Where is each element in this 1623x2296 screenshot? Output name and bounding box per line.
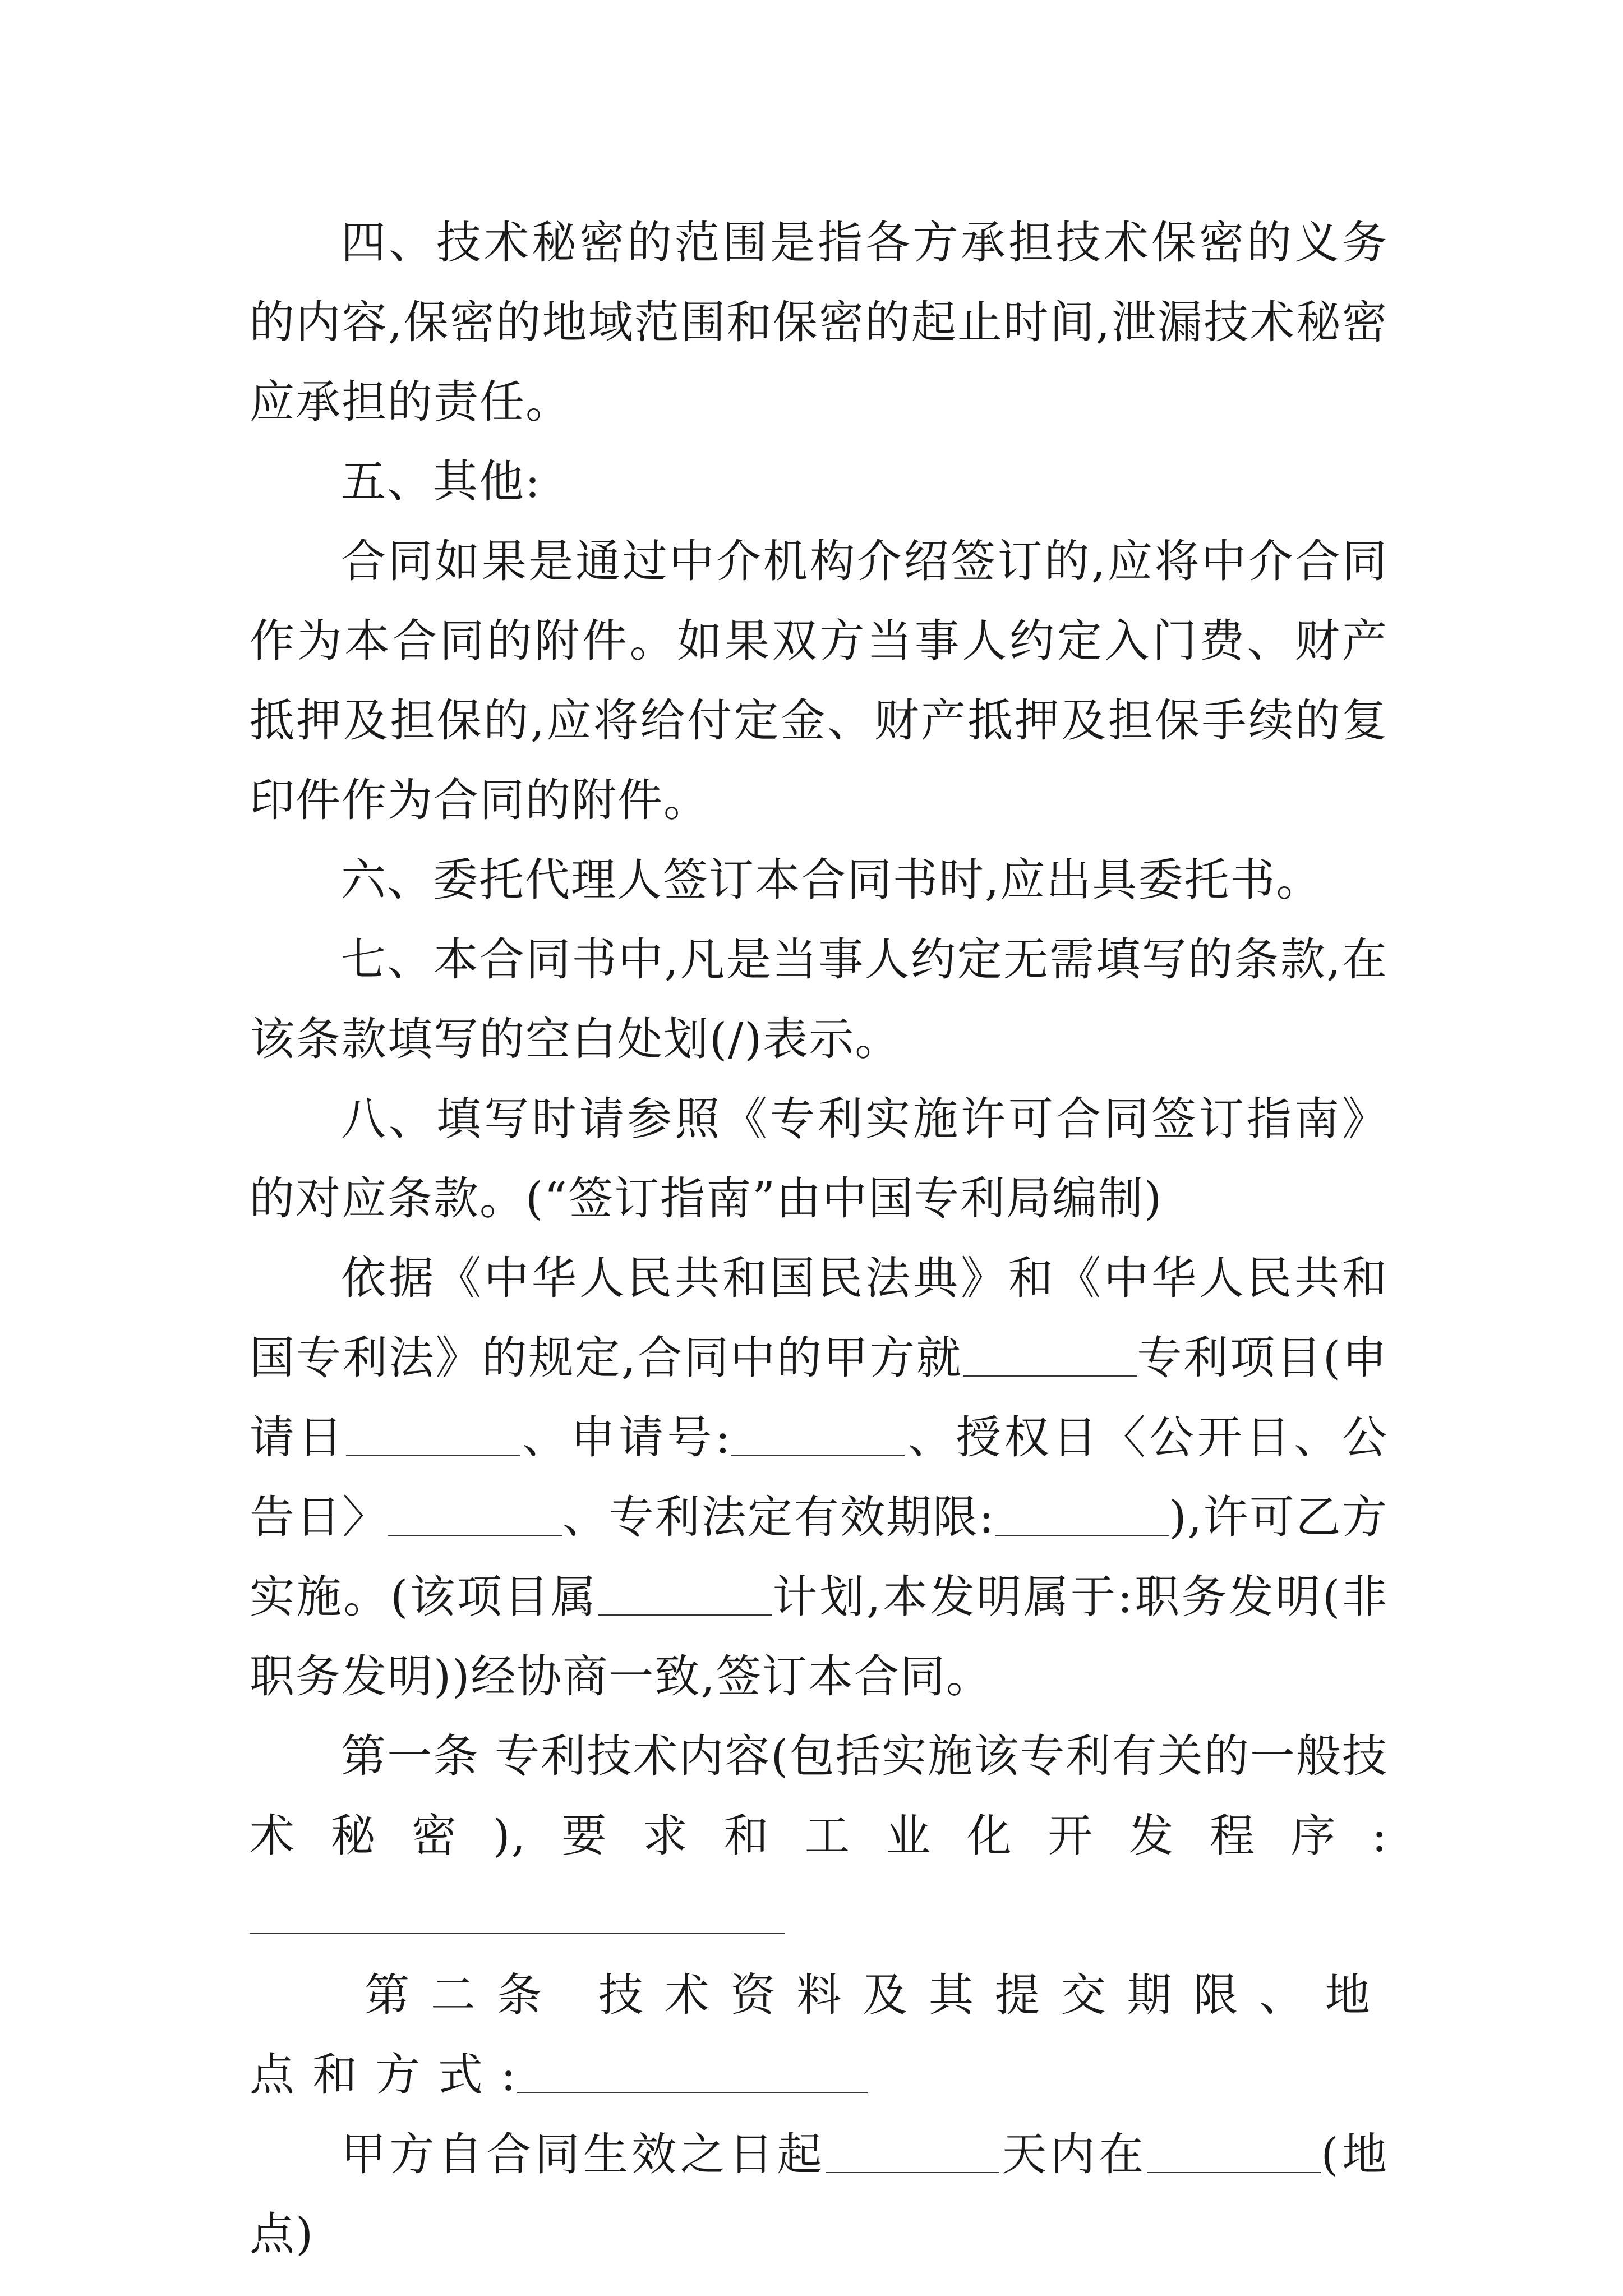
days-blank[interactable] xyxy=(826,2133,999,2173)
basis-text-2: 专利项目(申请日 xyxy=(250,1332,1388,1464)
basis-text-6: ),许可乙方实施。(该项目属 xyxy=(250,1491,1389,1623)
article-one xyxy=(250,1717,1388,1955)
clause-six: 六、委托代理人签订本合同书时,应出具委托书。 xyxy=(341,854,1322,906)
contract-page xyxy=(250,203,1388,2274)
basis-text-5: 、专利法定有效期限: xyxy=(562,1491,995,1543)
article-two-colon: : xyxy=(501,2049,517,2101)
patent-project-blank[interactable] xyxy=(963,1336,1137,1377)
plan-name-blank[interactable] xyxy=(598,1575,772,1616)
clause-five-body: 合同如果是通过中介机构介绍签订的,应将中介合同作为本合同的附件。如果双方当事人约定入门费、财产抵押及担保的,应将给付定金、财产抵押及担保手续的复印件作为合同的附件。 xyxy=(250,535,1388,826)
party-a-delivery xyxy=(250,2115,1388,2274)
party-a-text-2: 天内在 xyxy=(999,2128,1147,2180)
application-number-blank[interactable] xyxy=(731,1416,905,1456)
clause-eight: 八、填写时请参照《专利实施许可合同签订指南》的对应条款。(“签订指南”由中国专利局编制) xyxy=(250,1093,1388,1225)
basis-text-7: 计划,本发明属于:职务发明(非职务发明))经协商一致,签订本合同。 xyxy=(250,1571,1388,1703)
party-a-text-1: 甲方自合同生效之日起 xyxy=(341,2128,826,2180)
article-two xyxy=(250,1955,1388,2115)
clause-five-heading: 五、其他: xyxy=(341,455,541,508)
basis-text-3: 、申请号: xyxy=(520,1411,732,1464)
grant-date-blank[interactable] xyxy=(388,1496,562,1536)
clause-four: 四、技术秘密的范围是指各方承担技术保密的义务的内容,保密的地域范围和保密的起止时间,泄漏技术秘密应承担的责任。 xyxy=(250,217,1388,428)
article-two-text: 第二条 技术资料及其提交期限、地点和方式 xyxy=(250,1969,1388,2101)
article-two-blank[interactable] xyxy=(517,2053,868,2093)
basis-text-1: 依据《中华人民共和国民法典》和《中华人民共和国专利法》的规定,合同中的甲方就 xyxy=(250,1252,1388,1384)
article-one-text: 第一条 专利技术内容(包括实施该专利有关的一般技术秘密),要求和工业化开发程序: xyxy=(250,1730,1388,1862)
application-date-blank[interactable] xyxy=(346,1416,520,1456)
legal-basis-paragraph xyxy=(250,1239,1388,1717)
article-one-blank[interactable] xyxy=(250,1894,785,1934)
validity-period-blank[interactable] xyxy=(995,1496,1169,1536)
basis-text-4: 、授权日〈公开日、公告日〉 xyxy=(250,1411,1389,1543)
clause-seven: 七、本合同书中,凡是当事人约定无需填写的条款,在该条款填写的空白处划(/)表示。 xyxy=(250,933,1388,1065)
party-a-text-3: (地点) xyxy=(250,2128,1389,2260)
location-blank[interactable] xyxy=(1147,2133,1321,2173)
